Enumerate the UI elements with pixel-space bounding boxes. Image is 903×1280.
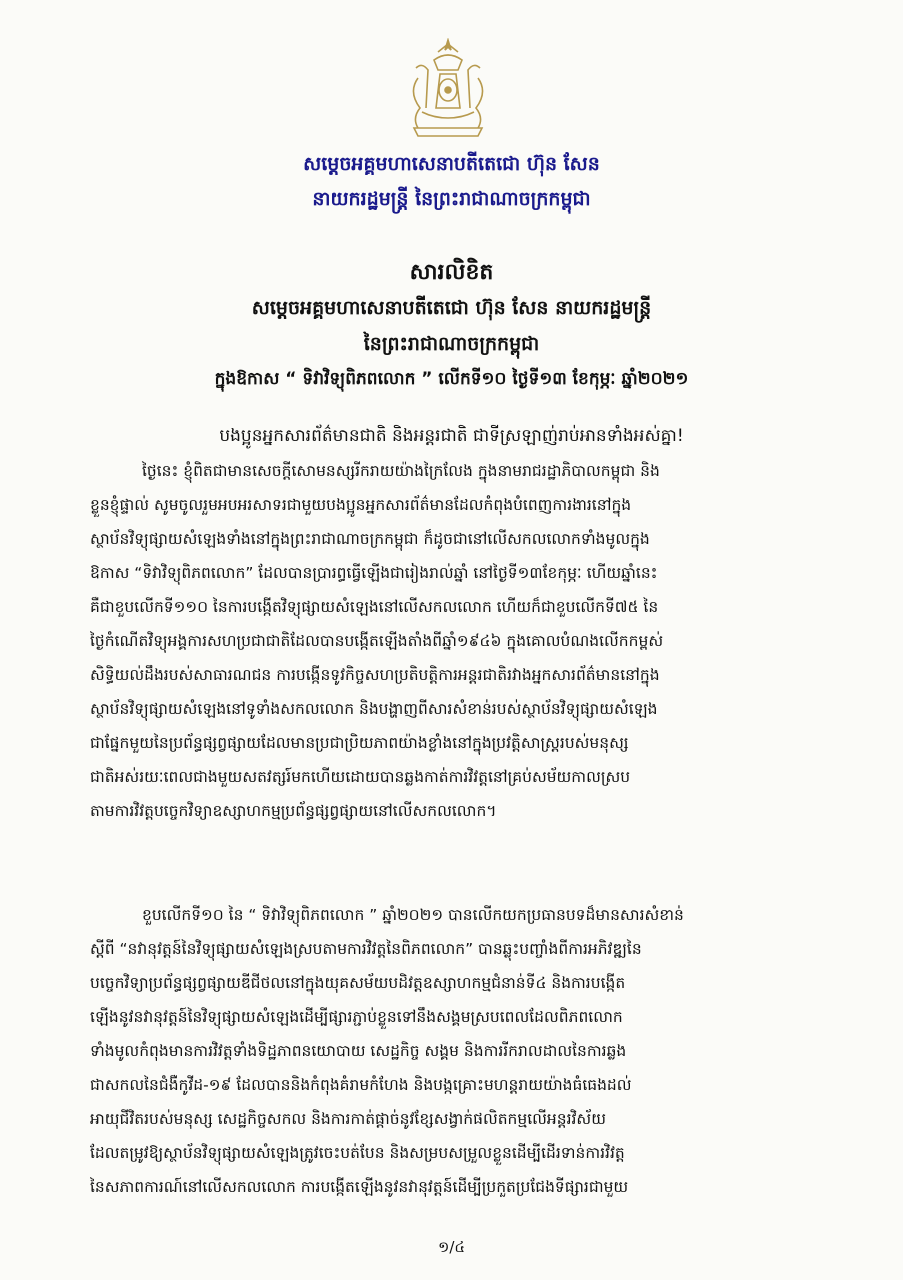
paragraph-2-line: ដែលតម្រូវឱ្យស្ថាប័នវិទ្យុផ្សាយសំឡេងត្រូវចេះបត់បែន និងសម្របសម្រួលខ្លួនដើម្បីដើរទាន់ការវិវត្ត: [90, 1144, 625, 1162]
paragraph-1-line: ឱកាស “ទិវាវិទ្យុពិភពលោក” ដែលបានប្រារព្ធធ្វើឡើងជារៀងរាល់ឆ្នាំ នៅថ្ងៃទី១៣ខែកុម្ភៈ ហើយឆ្នាំនេះ: [90, 564, 658, 582]
title-line-3: ក្នុងឱកាស “ ទិវាវិទ្យុពិភពលោក ” លើកទី១០ ថ្ងៃទី១៣ ខែកុម្ភៈ ឆ្នាំ២០២១: [214, 369, 689, 389]
paragraph-1-line: ស្ថាប័នវិទ្យុផ្សាយសំឡេងនៅទូទាំងសកលលោក និងបង្ហាញពីសារសំខាន់របស់ស្ថាប័នវិទ្យុផ្សាយសំឡេង: [90, 700, 658, 718]
document-title: សារលិខិត: [409, 260, 494, 285]
page-number: ១/៤: [437, 1238, 466, 1256]
paragraph-2-line: ជាសកលនៃជំងឺកូវីដ-១៩ ដែលបាននិងកំពុងគំរាមកំហែង និងបង្កគ្រោះមហន្តរាយយ៉ាងធំធេងដល់: [90, 1076, 632, 1094]
royal-coat-of-arms-emblem: [398, 38, 498, 142]
paragraph-1-line: ខ្លួនខ្ញុំផ្ទាល់ សូមចូលរួមអបអរសាទរជាមួយបងប្អូនអ្នកសារព័ត៌មានដែលកំពុងបំពេញការងារនៅក្នុង: [90, 496, 632, 514]
title-line-1: សម្តេចអគ្គមហាសេនាបតីតេជោ ហ៊ុន សែន នាយករដ្ឋមន្ត្រី: [251, 297, 652, 319]
paragraph-2-line: អាយុជីវិតរបស់មនុស្ស សេដ្ឋកិច្ចសកល និងការកាត់ផ្តាច់នូវខ្សែសង្វាក់ផលិតកម្មលើអន្តរវិស័យ: [90, 1110, 606, 1128]
paragraph-1-line: គឺជាខួបលើកទី១១០ នៃការបង្កើតវិទ្យុផ្សាយសំឡេងនៅលើសកលលោក ហើយក៏ជាខួបលើកទី៧៥ នៃ: [90, 598, 659, 616]
paragraph-1-line: ជាតិអស់រយៈពេលជាងមួយសតវត្សរ៍មកហើយដោយបានឆ្លងកាត់ការវិវត្តនៅគ្រប់សម័យកាលស្រប: [90, 768, 631, 786]
paragraph-2-line: បច្ចេកវិទ្យាប្រព័ន្ធផ្សព្វផ្សាយឌីជីថលនៅក្នុងយុគសម័យបដិវត្តឧស្សាហកម្មជំនាន់ទី៤ និងការបង្កើត: [90, 974, 626, 992]
paragraph-1-line: ស្ថាប័នវិទ្យុផ្សាយសំឡេងទាំងនៅក្នុងព្រះរាជាណាចក្រកម្ពុជា ក៏ដូចជានៅលើសកលលោកទាំងមូលក្នុង: [90, 530, 650, 548]
paragraph-2-line: នៃសភាពការណ៍នៅលើសកលលោក ការបង្កើតឡើងនូវនវានុវត្តន៍ដើម្បីប្រកួតប្រជែងទីផ្សារជាមួយ: [90, 1178, 629, 1196]
paragraph-2-line: ស្តីពី “នវានុវត្តន៍នៃវិទ្យុផ្សាយសំឡេងស្របតាមការវិវត្តនៃពិភពលោក” បានឆ្លុះបញ្ចាំងពីការអភិវឌ្ឍនៃ: [90, 940, 642, 958]
paragraph-2-line: ខួបលើកទី១០ នៃ “ ទិវាវិទ្យុពិភពលោក ” ឆ្នាំ២០២១ បានលើកយកប្រធានបទដ៏មានសារសំខាន់: [142, 906, 684, 924]
paragraph-1-line: ថ្ងៃកំណើតវិទ្យុអង្គការសហប្រជាជាតិដែលបានបង្កើតឡើងតាំងពីឆ្នាំ១៩៤៦ ក្នុងគោលបំណងលើកកម្ពស់: [90, 632, 664, 650]
paragraph-1-line: ជាផ្នែកមួយនៃប្រព័ន្ធផ្សព្វផ្សាយដែលមានប្រជាប្រិយភាពយ៉ាងខ្លាំងនៅក្នុងប្រវត្តិសាស្ត្ររបស់មនុស្ស: [90, 734, 629, 752]
paragraph-1-line: ថ្ងៃនេះ ខ្ញុំពិតជាមានសេចក្តីសោមនស្សរីករាយយ៉ាងក្រៃលែង ក្នុងនាមរាជរដ្ឋាភិបាលកម្ពុជា និង: [142, 462, 660, 480]
paragraph-1-line: សិទ្ធិយល់ដឹងរបស់សាធារណជន ការបង្កើនទូវកិច្ចសហប្រតិបត្តិការអន្តរជាតិរវាងអ្នកសារព័ត៌មាននៅក្នុង: [90, 666, 660, 684]
sender-title-header: នាយករដ្ឋមន្ត្រី នៃព្រះរាជាណាចក្រកម្ពុជា: [312, 188, 591, 210]
paragraph-2-line: ទាំងមូលកំពុងមានការវិវត្តទាំងទិដ្ឋភាពនយោបាយ សេដ្ឋកិច្ច សង្គម និងការរីករាលដាលនៃការឆ្លង: [90, 1042, 627, 1060]
sender-name-header: សម្តេចអគ្គមហាសេនាបតីតេជោ ហ៊ុន សែន: [303, 153, 600, 175]
paragraph-1-line: តាមការវិវត្តបច្ចេកវិទ្យាឧស្សាហកម្មប្រព័ន្ធផ្សព្វផ្សាយនៅលើសកលលោក។: [90, 802, 497, 820]
paragraph-2-line: ឡើងនូវនវានុវត្តន៍នៃវិទ្យុផ្សាយសំឡេងដើម្បីផ្សារភ្ជាប់ខ្លួនទៅនឹងសង្គមស្របពេលដែលពិភពលោក: [90, 1008, 623, 1026]
paragraph-2: [90, 898, 830, 1204]
title-line-2: នៃព្រះរាជាណាចក្រកម្ពុជា: [363, 333, 540, 355]
greeting-line: បងប្អូនអ្នកសារព័ត៌មានជាតិ និងអន្តរជាតិ ជាទីស្រឡាញ់រាប់អានទាំងអស់គ្នា!: [219, 426, 684, 446]
paragraph-1: [90, 454, 830, 828]
